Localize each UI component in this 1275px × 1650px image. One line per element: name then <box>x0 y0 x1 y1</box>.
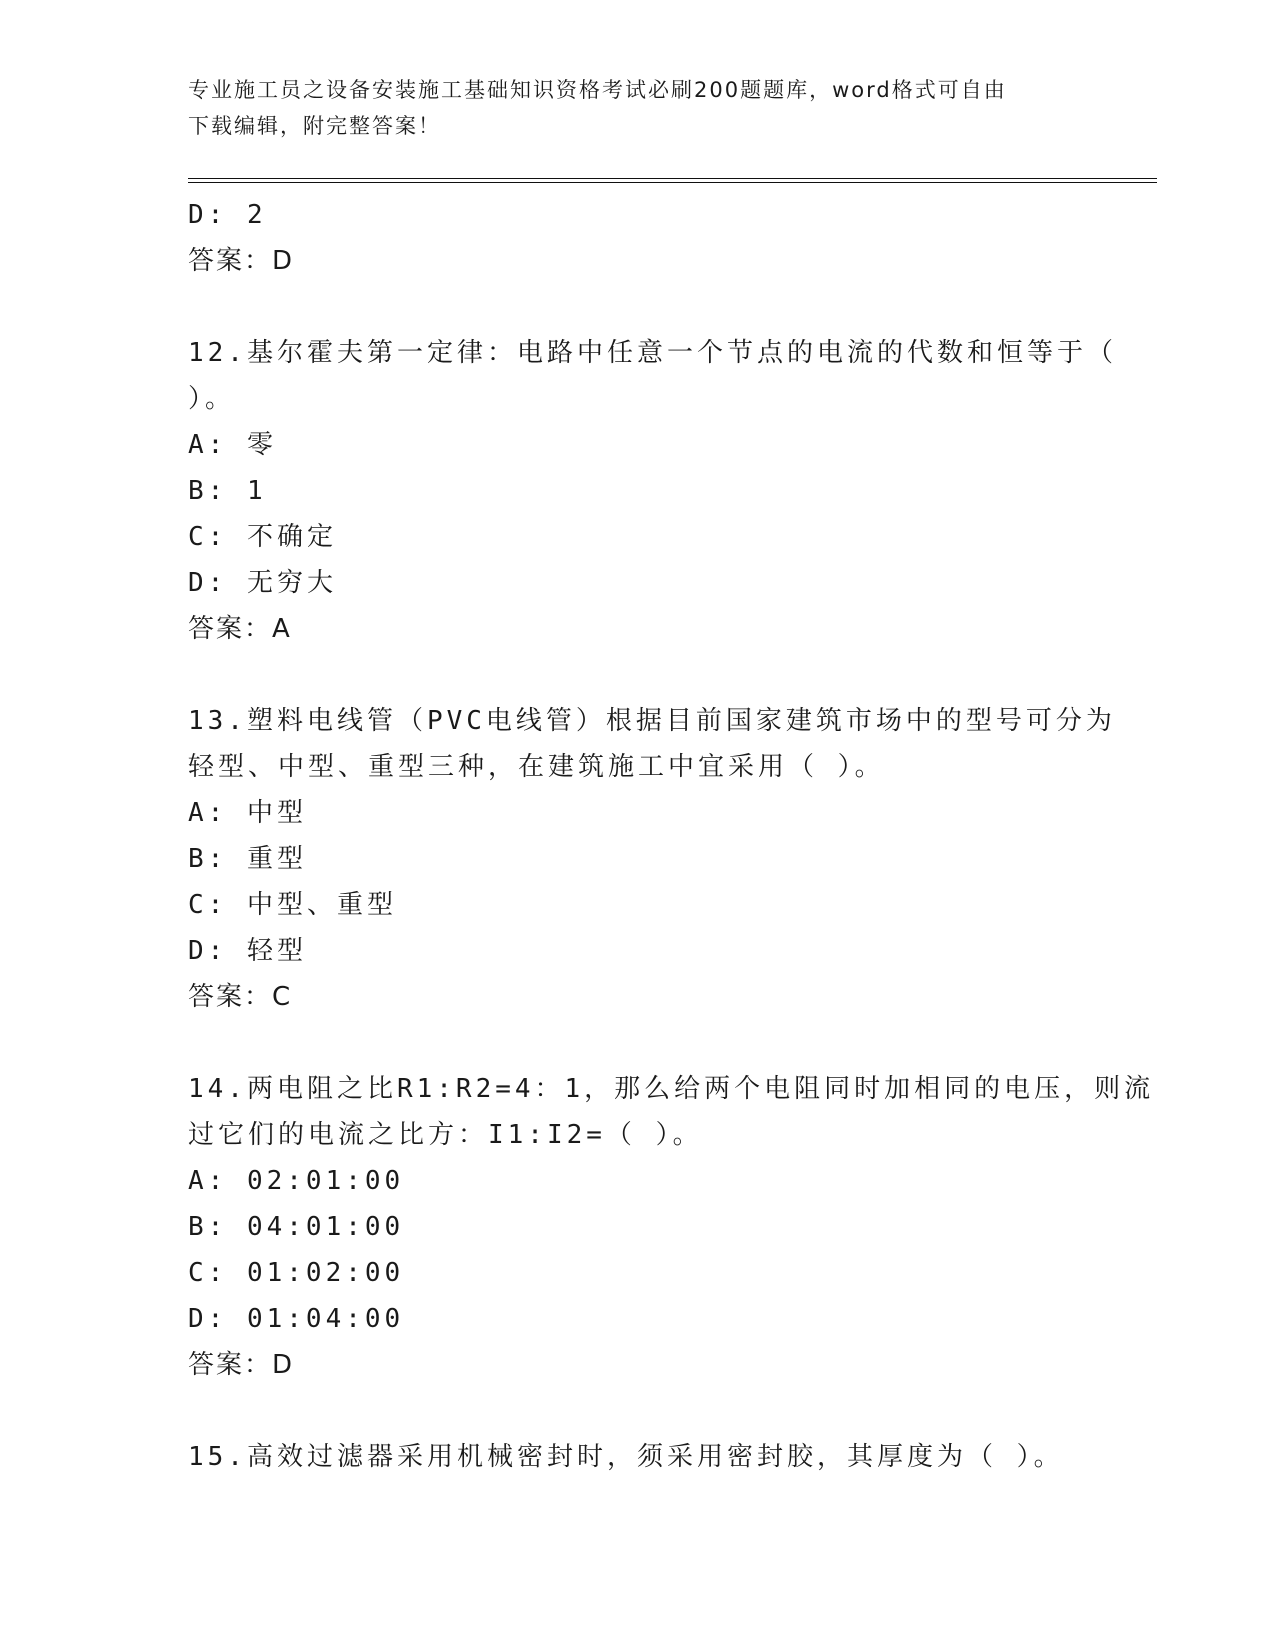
header-line-2: 下载编辑，附完整答案！ <box>188 114 441 138</box>
option-b: B: 04:01:00 <box>188 1212 405 1242</box>
option-a: A: 中型 <box>188 798 307 828</box>
header-divider-bottom <box>188 182 1157 183</box>
option-b: B: 重型 <box>188 844 307 874</box>
option-a: A: 零 <box>188 430 277 460</box>
question-stem-line: ）。 <box>188 384 236 414</box>
question-13 <box>188 698 1116 1020</box>
question-stem-line: 13.塑料电线管（PVC电线管）根据目前国家建筑市场中的型号可分为 <box>188 706 1116 736</box>
option-c: C: 01:02:00 <box>188 1258 405 1288</box>
option-b: B: 1 <box>188 476 267 506</box>
option-c: C: 不确定 <box>188 522 337 552</box>
header-line-1: 专业施工员之设备安装施工基础知识资格考试必刷200题题库，word格式可自由 <box>188 78 1007 102</box>
question-14 <box>188 1066 1155 1388</box>
answer: 答案：A <box>188 614 292 644</box>
question-stem-line: 轻型、中型、重型三种，在建筑施工中宜采用（ ）。 <box>188 752 885 782</box>
option-c: C: 中型、重型 <box>188 890 397 920</box>
prev-answer: 答案：D <box>188 246 295 276</box>
question-list <box>188 192 1155 1480</box>
question-stem-line: 过它们的电流之比方：I1:I2=（ ）。 <box>188 1120 703 1150</box>
question-stem-line: 12.基尔霍夫第一定律：电路中任意一个节点的电流的代数和恒等于（ <box>188 338 1117 368</box>
question-stem-line: 14.两电阻之比R1:R2=4：1，那么给两个电阻同时加相同的电压，则流 <box>188 1074 1155 1104</box>
question-15 <box>188 1434 1088 1480</box>
header-divider-top <box>188 178 1157 179</box>
question-12 <box>188 330 1117 652</box>
document-header <box>188 72 1088 144</box>
spacer <box>188 652 1088 698</box>
spacer <box>188 1020 1088 1066</box>
option-a: A: 02:01:00 <box>188 1166 405 1196</box>
option-d: D: 01:04:00 <box>188 1304 405 1334</box>
spacer <box>188 1388 1088 1434</box>
answer: 答案：C <box>188 982 293 1012</box>
prev-option-d: D: 2 <box>188 200 267 230</box>
option-d: D: 轻型 <box>188 936 307 966</box>
option-d: D: 无穷大 <box>188 568 337 598</box>
answer: 答案：D <box>188 1350 295 1380</box>
spacer <box>188 284 1088 330</box>
question-stem-line: 15.高效过滤器采用机械密封时，须采用密封胶，其厚度为（ ）。 <box>188 1442 1064 1472</box>
